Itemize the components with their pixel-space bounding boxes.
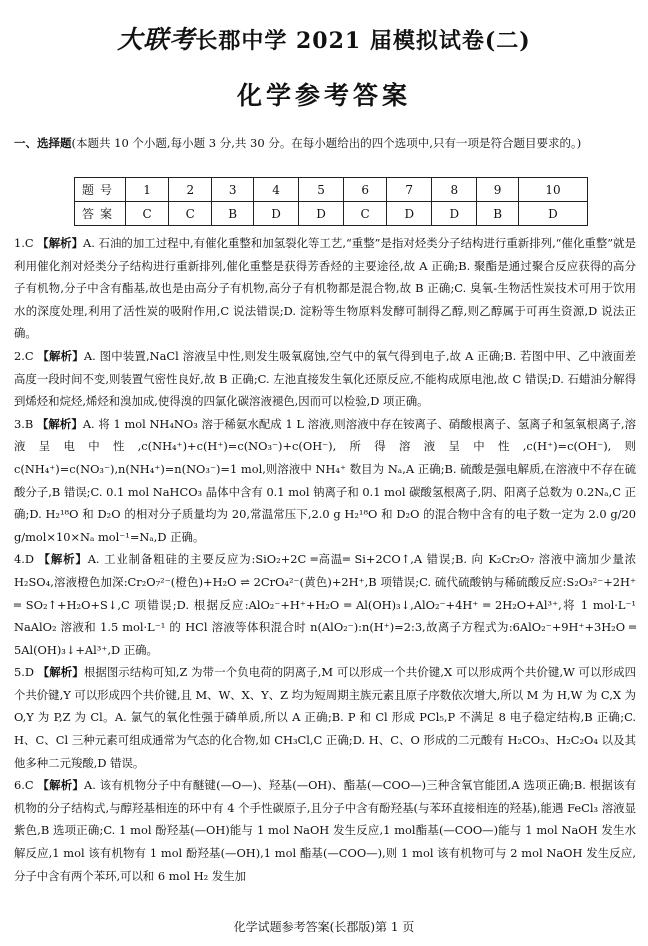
section-instructions: [14, 134, 634, 153]
answer-key-title: 化学参考答案: [236, 81, 411, 110]
explanations: [14, 232, 636, 887]
explanation-item: [14, 661, 636, 774]
analysis-tag: 【解析】: [36, 416, 83, 431]
question-number: 4: [254, 178, 299, 202]
answer-cell: D: [518, 202, 587, 226]
row-label-answer: 答案: [75, 202, 126, 226]
explanation-item: [14, 774, 636, 887]
exam-title-text: 长郡中学 2021 届模拟试卷(二): [195, 28, 531, 54]
explanation-item: [14, 548, 636, 661]
item-answer: 5.D: [14, 665, 35, 680]
answer-cell: C: [344, 202, 387, 226]
question-number: 6: [344, 178, 387, 202]
answer-cell: D: [254, 202, 299, 226]
page-footer: 化学试题参考答案(长郡版)第 1 页: [233, 920, 415, 934]
question-number: 2: [169, 178, 212, 202]
section-description: (本题共 10 个小题,每小题 3 分,共 30 分。在每小题给出的四个选项中,只有一项是符合题目要求的。): [71, 136, 582, 150]
item-answer: 2.C: [14, 348, 34, 363]
answer-cell: B: [212, 202, 254, 226]
row-label-number: 题号: [75, 178, 126, 202]
exam-title: [0, 20, 648, 56]
item-text: 根据图示结构可知,Z 为带一个负电荷的阴离子,M 可以形成一个共价键,X 可以形成两个共价键,W 可以形成四个共价键,Y 可以形成四个共价键,且 M、W、X、Y、Z 均为短周期主族元素且原子序数依次增大,所以 M 为 H,W 为 C,X 为 O,Y 为 P,Z 为 Cl。A. 氯气的氧化性强于磷单质,所以 A 正确;B. P 和 Cl 形成 PCl₅,P 不满足 8 电子稳定结构,B 正确;C. H、C、Cl 三种元素可组成通常为气态的化合物,如 CH₃Cl,C 正确;D. H、C、O 形成的二元酸有 H₂CO₃、H₂C₂O₄ 以及其他多种二元羧酸,D 错误。: [14, 665, 636, 770]
answer-cell: D: [387, 202, 432, 226]
answer-cell: C: [126, 202, 169, 226]
answer-cell: B: [477, 202, 519, 226]
explanation-item: [14, 413, 636, 549]
answer-cell: D: [432, 202, 477, 226]
question-number: 9: [477, 178, 519, 202]
item-text: A. 工业制备粗硅的主要反应为:SiO₂+2C ═高温═ Si+2CO↑,A 错误;B. 向 K₂Cr₂O₇ 溶液中滴加少量浓 H₂SO₄,溶液橙色加深:Cr₂O₇²⁻(橙色)+H₂O ⇌ 2CrO₄²⁻(黄色)+2H⁺,B 项错误;C. 硫代硫酸钠与稀硫酸反应:S₂O₃²⁻+2H⁺ ═ SO₂↑+H₂O+S↓,C 项错误;D. 根据反应:AlO₂⁻+H⁺+H₂O ═ Al(OH)₃↓,AlO₂⁻+4H⁺ ═ 2H₂O+Al³⁺,将 1 mol·L⁻¹ NaAlO₂ 溶液和 1.5 mol·L⁻¹ 的 HCl 溶液等体积混合时 n(AlO₂⁻):n(H⁺)=2:3,故离子方程式为:6AlO₂⁻+9H⁺+3H₂O ═ 5Al(OH)₃↓+Al³⁺,D 正确。: [14, 552, 636, 657]
section-heading: 一、选择题: [14, 136, 72, 150]
analysis-tag: 【解析】: [37, 665, 84, 680]
question-number: 10: [518, 178, 587, 202]
answer-cell: C: [169, 202, 212, 226]
brand-logo-text: 大联考: [117, 25, 196, 54]
explanation-item: [14, 232, 636, 345]
question-number: 1: [126, 178, 169, 202]
item-text: A. 将 1 mol NH₄NO₃ 溶于稀氨水配成 1 L 溶液,则溶液中存在铵离子、硝酸根离子、氢离子和氢氧根离子,溶液呈电中性,c(NH₄⁺)+c(H⁺)=c(NO₃⁻)+c(OH⁻),所得溶液呈中性,c(H⁺)=c(OH⁻),则 c(NH₄⁺)=c(NO₃⁻),n(NH₄⁺)=n(NO₃⁻)=1 mol,则溶液中 NH₄⁺ 数目为 Nₐ,A 正确;B. 硫酸是强电解质,在溶液中不存在硫酸分子,B 错误;C. 0.1 mol NaHCO₃ 晶体中含有 0.1 mol 钠离子和 0.1 mol 碳酸氢根离子,阴、阳离子总数为 0.2Nₐ,C 正确;D. H₂¹⁸O 和 D₂O 的相对分子质量均为 20,常温常压下,2.0 g H₂¹⁸O 和 D₂O 的混合物中含有的电子数一定为 2.0 g/20 g/mol×10×Nₐ mol⁻¹=Nₐ,D 正确。: [14, 416, 636, 544]
analysis-tag: 【解析】: [37, 236, 84, 250]
answer-table-answer-row: [75, 202, 588, 226]
item-text: A. 石油的加工过程中,有催化重整和加氢裂化等工艺,“重整”是指对烃类分子结构进行重新排列,“催化重整”就是利用催化剂对烃类分子结构进行重新排列,催化重整是获得芳香烃的主要途径,故 A 正确;B. 聚酯是通过聚合反应获得的高分子有机物,分子中含有酯基,故也是由高分子有机物,高分子有机物都是混合物,故 B 正确;C. 臭氧-生物活性炭技术可用于饮用水的深度处理,利用了活性炭的吸附作用,C 说法错误;D. 淀粉等生物原料发酵可制得乙醇,则乙醇属于可再生资源,D 说法正确。: [14, 236, 636, 341]
explanation-item: [14, 345, 636, 413]
answer-table: [74, 177, 588, 226]
answer-cell: D: [299, 202, 344, 226]
question-number: 7: [387, 178, 432, 202]
question-number: 5: [299, 178, 344, 202]
item-answer: 3.B: [14, 416, 34, 431]
question-number: 3: [212, 178, 254, 202]
item-answer: 4.D: [14, 552, 35, 567]
analysis-tag: 【解析】: [37, 778, 85, 793]
question-number: 8: [432, 178, 477, 202]
analysis-tag: 【解析】: [38, 552, 88, 567]
answer-table-number-row: [75, 178, 588, 202]
analysis-tag: 【解析】: [37, 348, 84, 363]
item-text: A. 该有机物分子中有醚键(—O—)、羟基(—OH)、酯基(—COO—)三种含氧官能团,A 选项正确;B. 根据该有机物的分子结构式,与醇羟基相连的环中有 4 个手性碳原子,且分子中含有酚羟基(与苯环直接相连的羟基),能遇 FeCl₃ 溶液显紫色,B 选项正确;C. 1 mol 酚羟基(—OH)能与 1 mol NaOH 发生反应,1 mol酯基(—COO—)能与 1 mol NaOH 发生水解反应,1 mol 该有机物有 1 mol 酚羟基(—OH),1 mol 酯基(—COO—),则 1 mol 该有机物可与 2 mol NaOH 发生反应,分子中含有两个苯环,可以和 6 mol H₂ 发生加: [14, 778, 636, 883]
item-answer: 1.C: [14, 236, 34, 250]
item-text: A. 图中装置,NaCl 溶液呈中性,则发生吸氧腐蚀,空气中的氧气得到电子,故 A 正确;B. 若图中甲、乙中液面差高度一段时间不变,则装置气密性良好,故 B 正确;C. 左池直接发生氧化还原反应,不能构成原电池,故 C 错误;D. 石蜡油分解得到烯烃和烷烃,烯烃和溴加成,使得溴的四氯化碳溶液褪色,因而可以检验,D 项正确。: [14, 348, 636, 409]
item-answer: 6.C: [14, 778, 34, 793]
